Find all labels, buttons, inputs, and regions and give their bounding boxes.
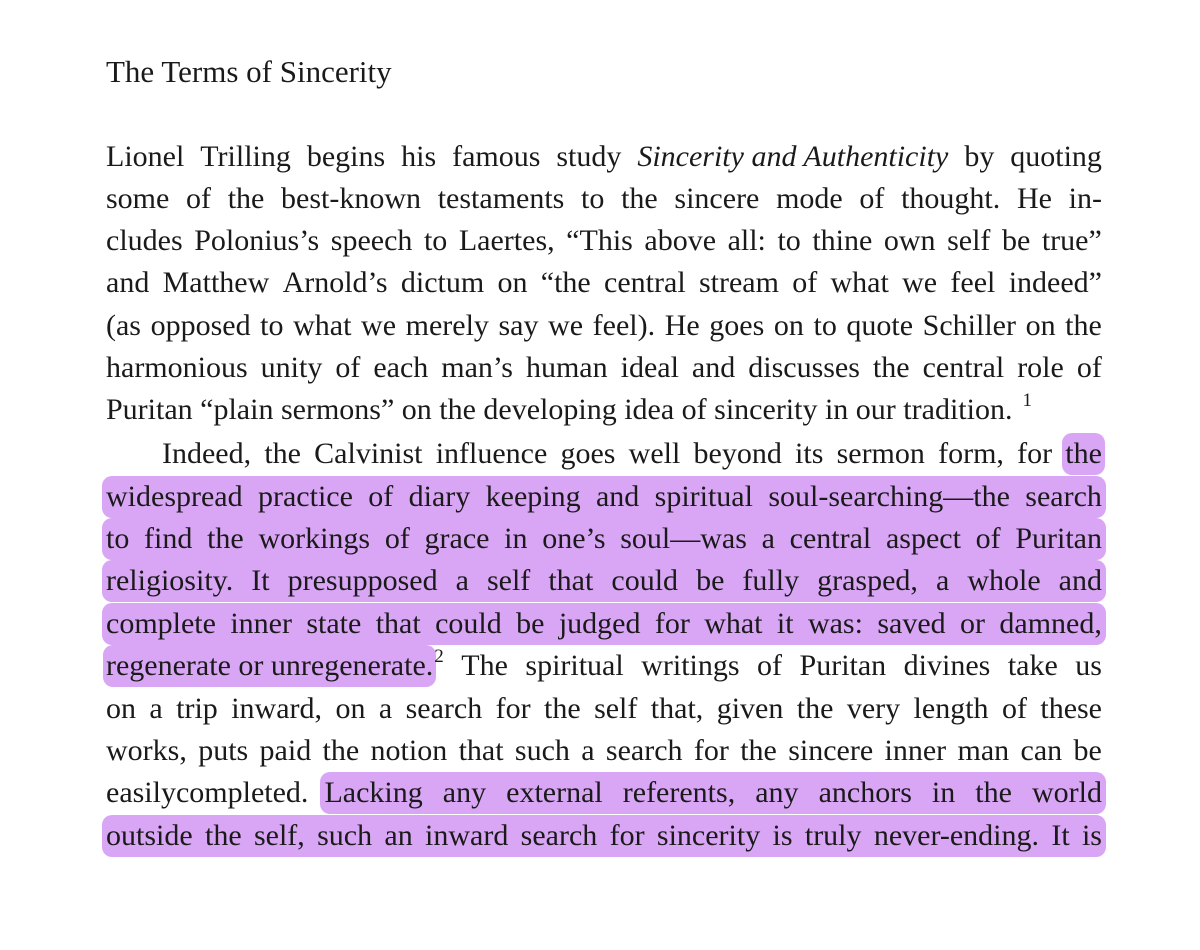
line-text: Puritan “plain sermons” on the developing idea of sincerity in our tradition.: [106, 393, 1013, 426]
word: search: [605, 734, 683, 767]
word: judged: [558, 607, 641, 640]
word: the: [975, 776, 1012, 809]
word: soul—was: [620, 522, 747, 555]
word: indeed”: [1008, 266, 1102, 299]
word: on: [1025, 309, 1056, 342]
word: harmonious: [106, 351, 248, 384]
word: that: [548, 564, 594, 597]
word: a: [581, 734, 595, 767]
word: for: [654, 607, 690, 640]
word: feel: [950, 266, 996, 299]
text-line: [106, 305, 1102, 347]
word: Indeed,: [162, 437, 252, 470]
word: Lacking: [324, 776, 423, 809]
word: never-ending.: [873, 819, 1040, 852]
word: be: [516, 607, 545, 640]
word: central: [922, 351, 1005, 384]
word: self,: [253, 819, 305, 852]
word: on: [335, 692, 366, 725]
word: of: [757, 649, 783, 682]
word: by: [964, 140, 995, 173]
word: divines: [903, 649, 991, 682]
word: to: [260, 309, 284, 342]
word: It: [251, 564, 270, 597]
word: man: [957, 734, 1010, 767]
word: aspect: [885, 522, 961, 555]
word: of: [792, 266, 818, 299]
word: search: [520, 819, 598, 852]
word: say: [498, 309, 539, 342]
word: central: [789, 522, 872, 555]
word: the: [227, 182, 265, 215]
word: outside: [106, 819, 193, 852]
word: notion: [370, 734, 448, 767]
word: self: [947, 224, 991, 257]
word: in: [504, 522, 528, 555]
word: on: [773, 309, 804, 342]
text-line: [106, 688, 1102, 730]
word: that: [458, 734, 504, 767]
word: we: [361, 309, 397, 342]
word: for: [609, 819, 645, 852]
word: saved: [877, 607, 946, 640]
word: for: [693, 734, 729, 767]
word: thine: [812, 224, 873, 257]
word: It: [1051, 819, 1070, 852]
word: whole: [967, 564, 1041, 597]
word: a: [761, 522, 775, 555]
word: study: [556, 140, 622, 173]
word: of: [975, 522, 1001, 555]
word: to: [106, 522, 130, 555]
word: complete: [106, 607, 216, 640]
word: anchors: [818, 776, 912, 809]
word: one’s: [542, 522, 606, 555]
word: in-: [1068, 182, 1102, 215]
word: easily: [106, 776, 176, 809]
word: The: [461, 649, 508, 682]
word: above: [644, 224, 717, 257]
word: search: [405, 692, 483, 725]
word: opposed: [150, 309, 251, 342]
word: diary: [408, 480, 471, 513]
word: any: [755, 776, 799, 809]
word: puts: [198, 734, 249, 767]
word: that,: [650, 692, 704, 725]
word: that: [375, 607, 421, 640]
word: Lionel: [106, 140, 185, 173]
word: goes: [709, 309, 765, 342]
word: sincere: [788, 734, 874, 767]
word: an: [384, 819, 413, 852]
word: can: [1020, 734, 1063, 767]
word: given: [716, 692, 784, 725]
word: He: [664, 309, 700, 342]
word: these: [1040, 692, 1102, 725]
word: or: [960, 607, 986, 640]
word: grace: [424, 522, 490, 555]
text-line: [106, 136, 1102, 178]
word: stream: [698, 266, 779, 299]
word: Sincerity and Authenticity: [637, 140, 949, 173]
word: was:: [807, 607, 863, 640]
word: sincere: [674, 182, 760, 215]
text-line: [106, 347, 1102, 389]
word: paid: [259, 734, 312, 767]
word: it: [776, 607, 794, 640]
word: be: [1073, 734, 1102, 767]
word: religiosity.: [106, 564, 234, 597]
word: workings: [258, 522, 371, 555]
word: and: [595, 480, 640, 513]
word: be: [1001, 224, 1031, 257]
word: length: [913, 692, 989, 725]
text-line: [106, 772, 1102, 814]
word: testaments: [437, 182, 565, 215]
word: trip: [176, 692, 218, 725]
word: grasped,: [817, 564, 918, 597]
word: central: [604, 266, 686, 299]
word: what: [830, 266, 889, 299]
word: such: [514, 734, 570, 767]
text-line: [106, 645, 1102, 687]
highlight[interactable]: [320, 772, 1106, 814]
word: beyond: [693, 437, 782, 470]
word: very: [846, 692, 901, 725]
highlight[interactable]: [102, 603, 1106, 645]
highlight[interactable]: the: [1062, 433, 1105, 475]
word: soul-searching—the: [768, 480, 1010, 513]
highlighted-line: [106, 560, 1102, 602]
word: truly: [804, 819, 862, 852]
word: be: [696, 564, 725, 597]
word: could: [435, 607, 502, 640]
word: sermon: [836, 437, 925, 470]
word: widespread: [106, 480, 243, 513]
highlight[interactable]: [102, 560, 1106, 602]
word: He: [1016, 182, 1052, 215]
word: to: [777, 224, 801, 257]
word: for: [495, 692, 531, 725]
word: cludes: [106, 224, 183, 257]
word: for: [1017, 437, 1053, 470]
word: of: [1076, 351, 1102, 384]
word: the: [621, 182, 658, 215]
word: to: [423, 224, 448, 257]
text-line: [106, 262, 1102, 304]
word: of: [1001, 692, 1027, 725]
word: external: [506, 776, 603, 809]
word: to: [581, 182, 605, 215]
word: (as: [106, 309, 141, 342]
word: self: [486, 564, 531, 597]
highlighted-line: [106, 815, 1102, 857]
footnote-marker-2[interactable]: 2: [434, 646, 444, 667]
word: its: [795, 437, 824, 470]
word: inner: [230, 607, 292, 640]
word: inward,: [231, 692, 323, 725]
word: spiritual: [525, 649, 624, 682]
word: the: [740, 734, 777, 767]
word: state: [306, 607, 362, 640]
word: the: [322, 734, 360, 767]
highlight[interactable]: [102, 476, 1106, 518]
word: the: [544, 692, 581, 725]
word: us: [1075, 649, 1102, 682]
word: we: [902, 266, 938, 299]
word: fully: [742, 564, 800, 597]
highlight[interactable]: [102, 518, 1106, 560]
word: of: [335, 351, 361, 384]
word: Laertes,: [458, 224, 555, 257]
word: and: [691, 351, 736, 384]
word: Puritan: [799, 649, 887, 682]
word: and: [106, 266, 150, 299]
word: begins: [306, 140, 386, 173]
word: unity: [260, 351, 323, 384]
word: Trilling: [200, 140, 291, 173]
footnote-marker-1[interactable]: 1: [1022, 390, 1032, 411]
word: works,: [106, 734, 187, 767]
word: man’s: [441, 351, 513, 384]
word: completed.: [175, 776, 309, 809]
word: and: [1058, 564, 1102, 597]
word: feel).: [592, 309, 656, 342]
word: human: [525, 351, 608, 384]
text-line: [106, 433, 1102, 475]
word: of: [384, 522, 410, 555]
word: a: [455, 564, 469, 597]
word: damned,: [999, 607, 1102, 640]
word: of: [859, 182, 885, 215]
word: influence: [435, 437, 548, 470]
word: the: [204, 819, 242, 852]
word: Puritan: [1015, 522, 1102, 555]
word: each: [373, 351, 429, 384]
word: take: [1007, 649, 1058, 682]
word: all:: [727, 224, 766, 257]
word: sincerity: [656, 819, 761, 852]
word: is: [772, 819, 793, 852]
highlight[interactable]: regenerate or unregenerate.: [103, 645, 436, 687]
text-line: [106, 220, 1102, 262]
word: Matthew: [162, 266, 270, 299]
text-line: [106, 389, 1102, 431]
word: quote: [846, 309, 914, 342]
word: famous: [452, 140, 541, 173]
word: is: [1081, 819, 1102, 852]
word: find: [144, 522, 193, 555]
word: mode: [776, 182, 843, 215]
word: inner: [884, 734, 947, 767]
word: his: [401, 140, 437, 173]
word: true”: [1041, 224, 1102, 257]
running-head: The Terms of Sincerity: [106, 54, 392, 89]
word: a: [378, 692, 393, 725]
word: world: [1031, 776, 1102, 809]
word: thought.: [901, 182, 1001, 215]
word: in: [931, 776, 956, 809]
highlighted-line: [106, 476, 1102, 518]
word: writings: [641, 649, 740, 682]
word: the: [796, 692, 834, 725]
word: speech: [330, 224, 413, 257]
word: “This: [566, 224, 633, 257]
word: the: [872, 351, 910, 384]
word: the: [264, 437, 301, 470]
word: could: [611, 564, 679, 597]
word: best-known: [281, 182, 422, 215]
word: what: [293, 309, 352, 342]
word: we: [548, 309, 584, 342]
word: discusses: [748, 351, 860, 384]
word: Arnold’s: [282, 266, 388, 299]
highlighted-line: [106, 603, 1102, 645]
word: Schiller: [922, 309, 1016, 342]
word: the: [207, 522, 244, 555]
word: merely: [405, 309, 489, 342]
text-line: [106, 730, 1102, 772]
word: some: [106, 182, 170, 215]
word: presupposed: [287, 564, 438, 597]
word: spiritual: [654, 480, 753, 513]
word: on: [497, 266, 528, 299]
word: own: [883, 224, 936, 257]
word: any: [442, 776, 487, 809]
word: quoting: [1010, 140, 1102, 173]
highlighted-line: [106, 518, 1102, 560]
word: form,: [938, 437, 1004, 470]
text-line: [106, 178, 1102, 220]
word: dictum: [400, 266, 485, 299]
word: well: [628, 437, 681, 470]
word: Polonius’s: [194, 224, 320, 257]
word: goes: [560, 437, 616, 470]
word: search: [1025, 480, 1102, 513]
word: inward: [425, 819, 509, 852]
word: self: [594, 692, 638, 725]
word: on: [106, 692, 136, 725]
word: of: [368, 480, 394, 513]
word: keeping: [485, 480, 581, 513]
word: “the: [540, 266, 591, 299]
word: referents,: [622, 776, 736, 809]
word: a: [149, 692, 163, 725]
word: a: [935, 564, 950, 597]
word: ideal: [620, 351, 679, 384]
word: role: [1017, 351, 1064, 384]
word: practice: [257, 480, 353, 513]
word: the: [1065, 309, 1102, 342]
word: such: [317, 819, 373, 852]
word: to: [813, 309, 837, 342]
word: Calvinist: [314, 437, 423, 470]
highlight[interactable]: [102, 815, 1106, 857]
word: of: [186, 182, 212, 215]
word: what: [704, 607, 763, 640]
